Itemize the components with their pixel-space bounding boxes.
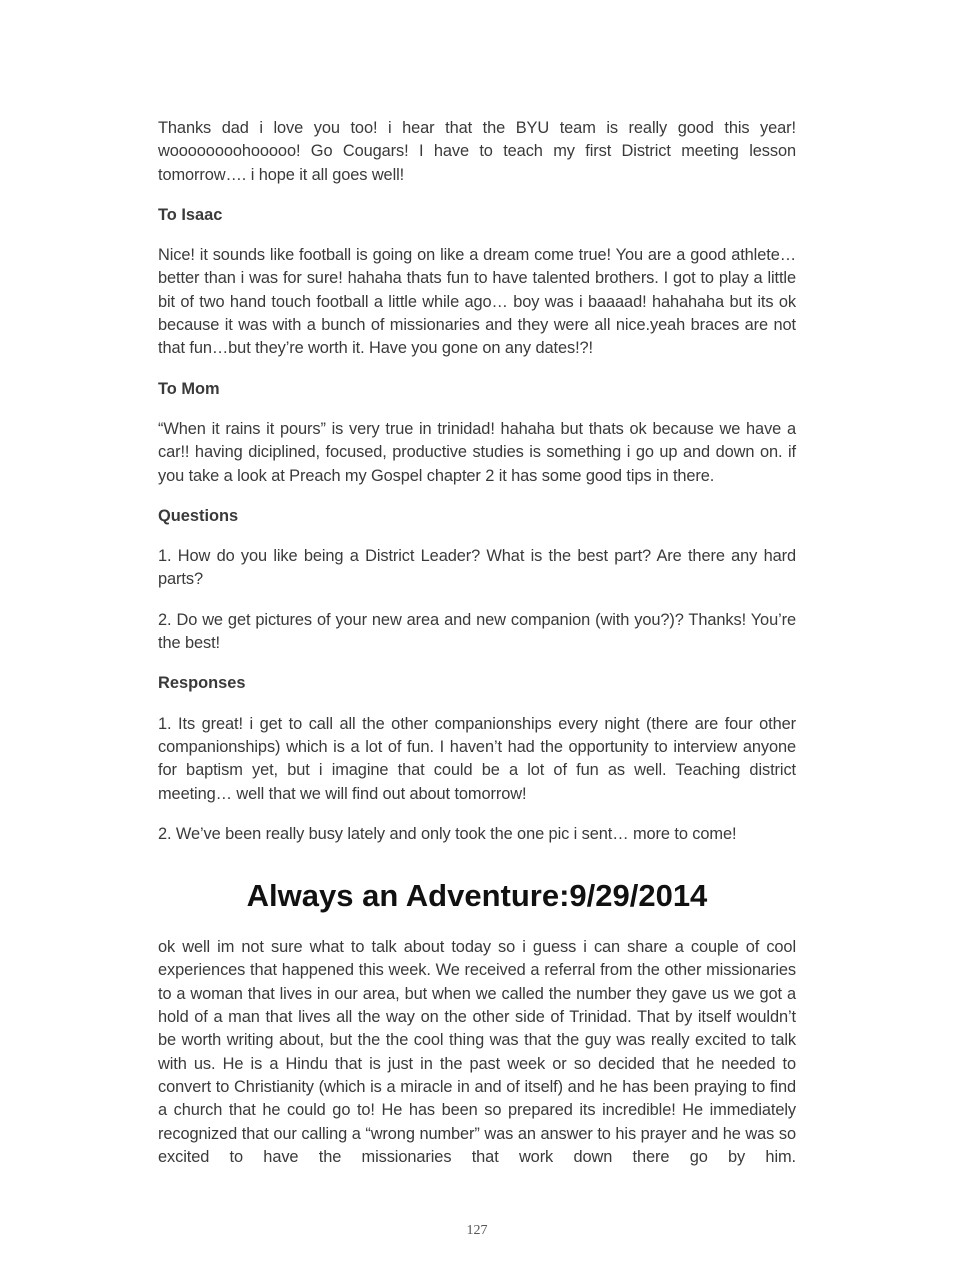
question-2: 2. Do we get pictures of your new area and new companion (with you?)? Thanks! You’re the best! [158, 610, 796, 653]
response-1: 1. Its great! i get to call all the other companionships every night (there are four other companionships) which is a lot of fun. I haven’t had the opportunity to interview anyone for baptism yet, but i imagine that could be a lot of fun as well. Teaching district meeting… well that we will find out about tomorrow! [158, 714, 796, 803]
chapter-paragraph: ok well im not sure what to talk about today so i guess i can share a couple of cool experiences that happened this week. We received a referral from the other missionaries to a woman that lives in our area, but when we called the number they gave us we got a hold of a man that lives all the way on the other side of Trinidad. That by itself wouldn’t be worth writing about, but the the cool thing was that the guy was really excited to talk with us. He is a Hindu that is just in the past week or so decided that he needed to convert to Christianity (which is a miracle in and of itself) and he has been praying to find a church that he could go to! He has been so prepared its incredible! He immediately recognized that our calling a “wrong number” was an answer to his prayer and he was so excited to have the missionaries that work down there go by him. [158, 938, 796, 1166]
paragraph-intro: Thanks dad i love you too! i hear that the BYU team is really good this year! woooooooohooooo! Go Cougars! I have to teach my first District meeting lesson tomorrow…. i hope it all goes well! [158, 119, 796, 184]
heading-responses: Responses [158, 674, 246, 693]
paragraph-to-mom: “When it rains it pours” is very true in trinidad! hahaha but thats ok because we have a car!! having diciplined, focused, productive studies is something i go up and down on. if you take a look at Preach my Gospel chapter 2 it has some good tips in there. [158, 419, 796, 485]
response-2: 2. We’ve been really busy lately and only took the one pic i sent… more to come! [158, 824, 737, 843]
heading-to-mom: To Mom [158, 379, 220, 398]
heading-to-isaac: To Isaac [158, 205, 223, 224]
heading-questions: Questions [158, 506, 239, 525]
page-body [158, 117, 796, 1186]
paragraph-to-isaac: Nice! it sounds like football is going on like a dream come true! You are a good athlete… better than i was for sure! hahaha thats fun to have talented brothers. I got to play a little bit of two hand touch football a little while ago… boy was i baaaad! hahahaha but its ok because it was with a bunch of missionaries and they were all nice.yeah braces are not that fun…but they’re worth it. Have you gone on any dates!?! [158, 246, 796, 358]
chapter-title: Always an Adventure:9/29/2014 [246, 878, 708, 914]
page-number: 127 [466, 1223, 488, 1238]
question-1: 1. How do you like being a District Leader? What is the best part? Are there any hard parts? [158, 547, 796, 589]
